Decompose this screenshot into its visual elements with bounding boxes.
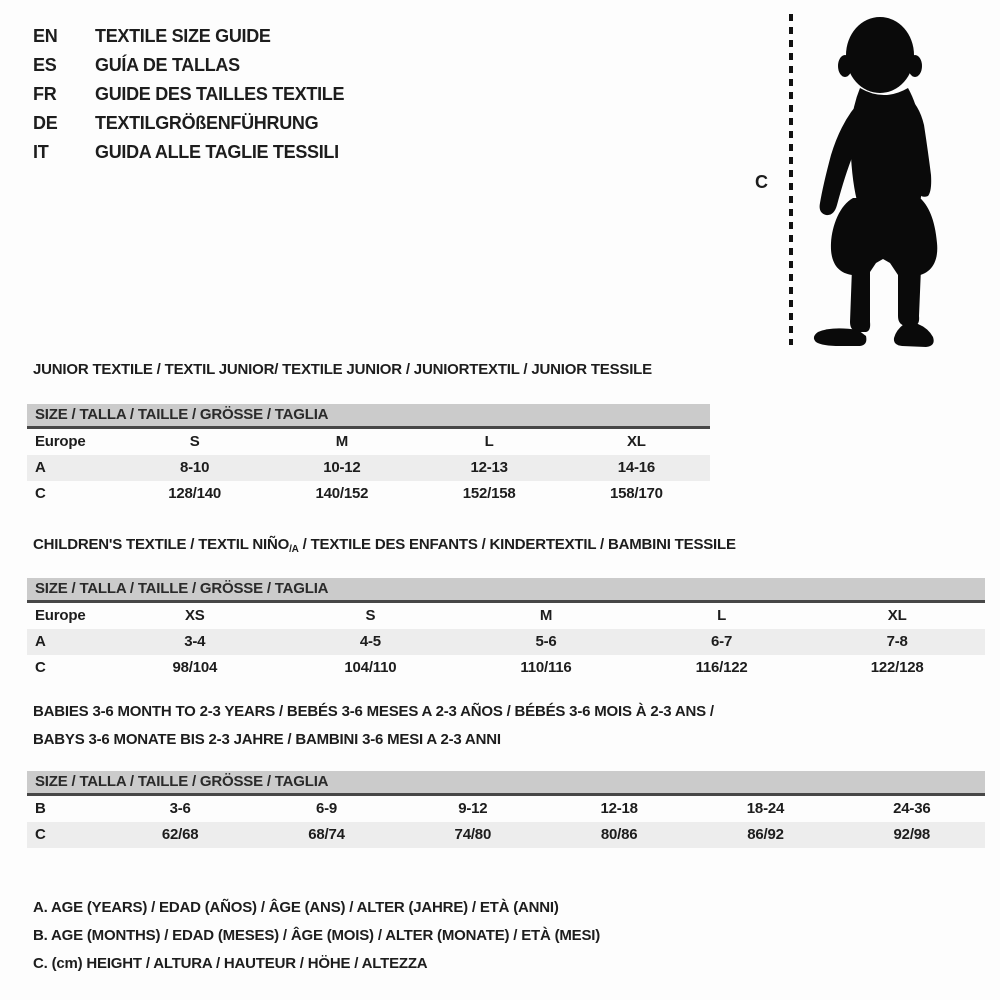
table-cell: 6-9 [315,800,338,817]
table-cell: 104/110 [344,659,397,676]
footnote-a: A. AGE (YEARS) / EDAD (AÑOS) / ÂGE (ANS) / ALTER (JAHRE) / ETÀ (ANNI) [33,899,559,916]
table-cell: 152/158 [462,485,516,502]
babies-title-line: BABIES 3-6 MONTH TO 2-3 YEARS / BEBÉS 3-6 MESES A 2-3 AÑOS / BÉBÉS 3-6 MOIS À 2-3 ANS / [33,703,714,720]
row-label: C [35,659,46,676]
table-cell: XL [626,433,646,450]
table-cell: 110/116 [520,659,572,676]
table-cell: 24-36 [893,800,931,817]
language-row-es [33,51,344,80]
table-cell: 8-10 [180,459,210,476]
table-row [27,481,710,507]
children-table [27,578,985,681]
table-cell: 6-7 [711,633,733,650]
language-label: GUIDE DES TAILLES TEXTILE [95,84,345,104]
table-row [27,655,985,681]
table-cell: 3-6 [169,800,191,817]
table-cell: M [335,433,349,450]
table-cell: 12-18 [600,800,638,817]
language-label: TEXTILE SIZE GUIDE [95,26,271,46]
table-cell: L [717,607,727,624]
table-cell: 80/86 [600,826,638,843]
table-cell: XL [887,607,907,624]
height-measure-label: C [755,172,768,192]
children-title-part: CHILDREN'S TEXTILE / TEXTIL NIÑO [33,536,290,553]
toddler-silhouette-image [800,5,960,350]
row-label: A [35,633,46,650]
children-title-sub: /A [289,544,299,555]
footnote-b: B. AGE (MONTHS) / EDAD (MESES) / ÂGE (MOIS) / ALTER (MONATE) / ETÀ (MESI) [33,927,601,944]
height-measure-dotted-line [789,14,793,345]
size-header-bar: SIZE / TALLA / TAILLE / GRÖSSE / TAGLIA [27,578,985,603]
table-cell: 18-24 [746,800,785,817]
table-cell: 5-6 [535,633,557,650]
row-label: C [35,485,46,502]
table-cell: 128/140 [168,485,222,502]
table-cell: 12-13 [470,459,508,476]
table-row [27,429,710,455]
size-header-bar: SIZE / TALLA / TAILLE / GRÖSSE / TAGLIA [27,771,985,796]
language-code: IT [33,142,49,162]
table-cell: 7-8 [886,633,908,650]
language-code: FR [33,84,57,104]
language-code: ES [33,55,57,75]
table-cell: S [189,433,200,450]
table-row [27,822,985,848]
table-row [27,603,985,629]
babies-table [27,771,985,848]
language-row-fr [33,80,344,109]
table-cell: 68/74 [308,826,345,843]
babies-table-title [33,698,714,754]
table-cell: L [484,433,494,450]
table-cell: 86/92 [747,826,784,843]
junior-table-title: JUNIOR TEXTILE / TEXTIL JUNIOR/ TEXTILE JUNIOR / JUNIORTEXTIL / JUNIOR TESSILE [33,361,652,378]
row-label: Europe [35,607,86,624]
babies-title-line: BABYS 3-6 MONATE BIS 2-3 JAHRE / BAMBINI 3-6 MESI A 2-3 ANNI [33,731,501,748]
junior-table [27,404,710,507]
table-cell: 9-12 [458,800,488,817]
row-label: B [35,800,46,817]
table-row [27,629,985,655]
language-label: GUIDA ALLE TAGLIE TESSILI [95,142,339,162]
table-cell: 98/104 [172,659,218,676]
table-row [27,455,710,481]
language-code: EN [33,26,58,46]
table-cell: XS [184,607,205,624]
language-list [33,22,344,167]
table-cell: 122/128 [870,659,924,676]
table-cell: 116/122 [695,659,748,676]
table-cell: 4-5 [359,633,381,650]
row-label: Europe [35,433,86,450]
language-label: GUÍA DE TALLAS [95,55,240,75]
table-cell: 74/80 [454,826,492,843]
language-row-it [33,138,344,167]
table-cell: 3-4 [184,633,206,650]
table-row [27,796,985,822]
table-cell: 140/152 [315,485,369,502]
table-cell: M [539,607,553,624]
language-code: DE [33,113,58,133]
table-cell: 62/68 [161,826,199,843]
language-label: TEXTILGRÖßENFÜHRUNG [95,113,319,133]
table-cell: 10-12 [323,459,361,476]
footnotes [33,894,600,978]
language-row-en [33,22,344,51]
language-row-de [33,109,344,138]
children-table-title [33,536,736,555]
table-cell: S [365,607,376,624]
table-cell: 14-16 [617,459,656,476]
table-cell: 158/170 [609,485,663,502]
size-header-bar: SIZE / TALLA / TAILLE / GRÖSSE / TAGLIA [27,404,710,429]
table-cell: 92/98 [893,826,931,843]
footnote-c: C. (cm) HEIGHT / ALTURA / HAUTEUR / HÖHE / ALTEZZA [33,955,428,972]
children-title-part: / TEXTILE DES ENFANTS / KINDERTEXTIL / BAMBINI TESSILE [298,536,736,553]
row-label: C [35,826,46,843]
row-label: A [35,459,46,476]
